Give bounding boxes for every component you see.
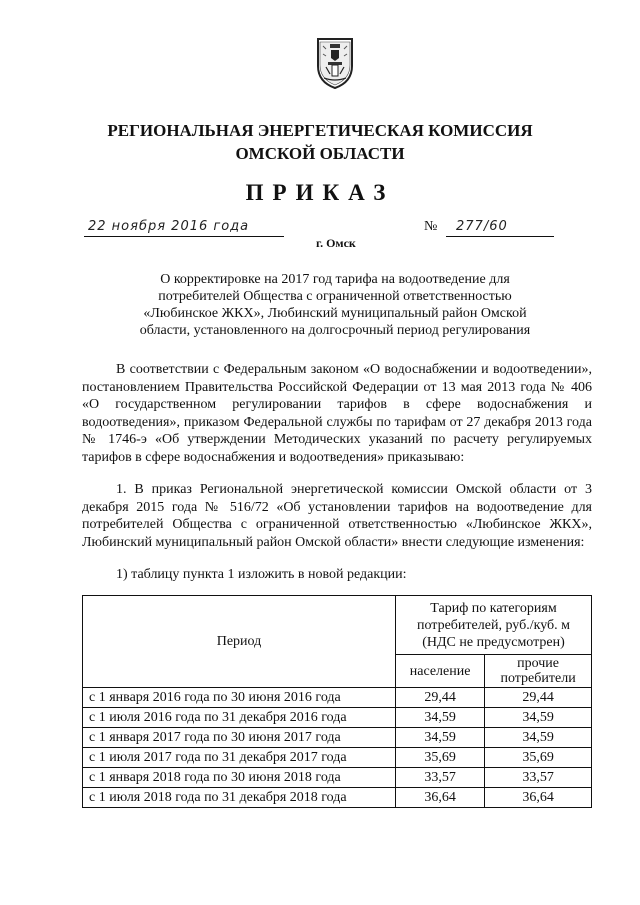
other-cell: 35,69 — [485, 748, 592, 768]
header-population: население — [396, 655, 485, 688]
header-tariff — [396, 596, 592, 655]
population-cell: 35,69 — [396, 748, 485, 768]
number-underline — [446, 236, 554, 237]
header-tariff-line: (НДС не предусмотрен) — [422, 634, 565, 650]
period-cell: с 1 января 2018 года по 30 июня 2018 года — [83, 768, 396, 788]
subject-line: «Любинское ЖКХ», Любинский муниципальный район Омской — [143, 306, 527, 321]
population-cell: 29,44 — [396, 688, 485, 708]
period-cell: с 1 января 2017 года по 30 июня 2017 года — [83, 728, 396, 748]
other-cell: 29,44 — [485, 688, 592, 708]
handwritten-number: 277/60 — [456, 219, 508, 234]
header-other-line: потребители — [500, 671, 576, 686]
table-row — [83, 688, 592, 708]
date-underline — [84, 236, 284, 237]
handwritten-date: 22 ноября 2016 года — [88, 219, 250, 234]
subject-line: О корректировке на 2017 год тарифа на водоотведение для — [160, 272, 510, 287]
period-cell: с 1 июля 2017 года по 31 декабря 2017 года — [83, 748, 396, 768]
number-sign: № — [424, 219, 438, 234]
table-row — [83, 728, 592, 748]
table-row — [83, 748, 592, 768]
order-subject — [100, 271, 570, 339]
other-cell: 34,59 — [485, 708, 592, 728]
header-tariff-line: потребителей, руб./куб. м — [417, 617, 570, 633]
population-cell: 34,59 — [396, 728, 485, 748]
subject-line: потребителей Общества с ограниченной ответственностью — [158, 289, 512, 304]
subitem-1-paragraph: 1) таблицу пункта 1 изложить в новой редакции: — [116, 567, 407, 582]
population-cell: 33,57 — [396, 768, 485, 788]
preamble-paragraph: В соответствии с Федеральным законом «О водоснабжении и водоотведении», постановлением Правительства Российской Федерации от 13 мая 2013 года № 406 «О государственном регулировании тарифов в сфере водоснабжения и водоотведения», приказом Федеральной службы по тарифам от 27 декабря 2013 года № 1746-э «Об утверждении Методических указаний по расчету регулируемых тарифов в сфере водоснабжения и водоотведения» приказываю: — [82, 362, 592, 465]
subject-line: области, установленного на долгосрочный период регулирования — [139, 323, 531, 338]
header-period: Период — [83, 596, 396, 688]
population-cell: 34,59 — [396, 708, 485, 728]
period-cell: с 1 января 2016 года по 30 июня 2016 года — [83, 688, 396, 708]
table-row — [83, 788, 592, 808]
population-cell: 36,64 — [396, 788, 485, 808]
table-row — [83, 768, 592, 788]
period-cell: с 1 июля 2018 года по 31 декабря 2018 года — [83, 788, 396, 808]
header-other — [485, 655, 592, 688]
tariff-table — [82, 595, 592, 808]
omsk-coat-of-arms-icon — [314, 36, 356, 90]
other-cell: 33,57 — [485, 768, 592, 788]
table-row — [83, 708, 592, 728]
header-tariff-line: Тариф по категориям — [430, 600, 557, 616]
org-title-line2: ОМСКОЙ ОБЛАСТИ — [235, 144, 405, 163]
doc-type-title: ПРИКАЗ — [245, 180, 395, 205]
other-cell: 34,59 — [485, 728, 592, 748]
period-cell: с 1 июля 2016 года по 31 декабря 2016 года — [83, 708, 396, 728]
org-title-line1: РЕГИОНАЛЬНАЯ ЭНЕРГЕТИЧЕСКАЯ КОМИССИЯ — [107, 121, 533, 140]
item-1-paragraph: 1. В приказ Региональной энергетической комиссии Омской области от 3 декабря 2015 года № 516/72 «Об установлении тарифов на водоотведение для потребителей Общества с ограниченной ответственностью «Любинское ЖКХ», Любинский муниципальный район Омской области» внести следующие изменения: — [82, 482, 592, 550]
header-other-line: прочие — [517, 656, 560, 671]
other-cell: 36,64 — [485, 788, 592, 808]
city-label: г. Омск — [316, 236, 356, 250]
